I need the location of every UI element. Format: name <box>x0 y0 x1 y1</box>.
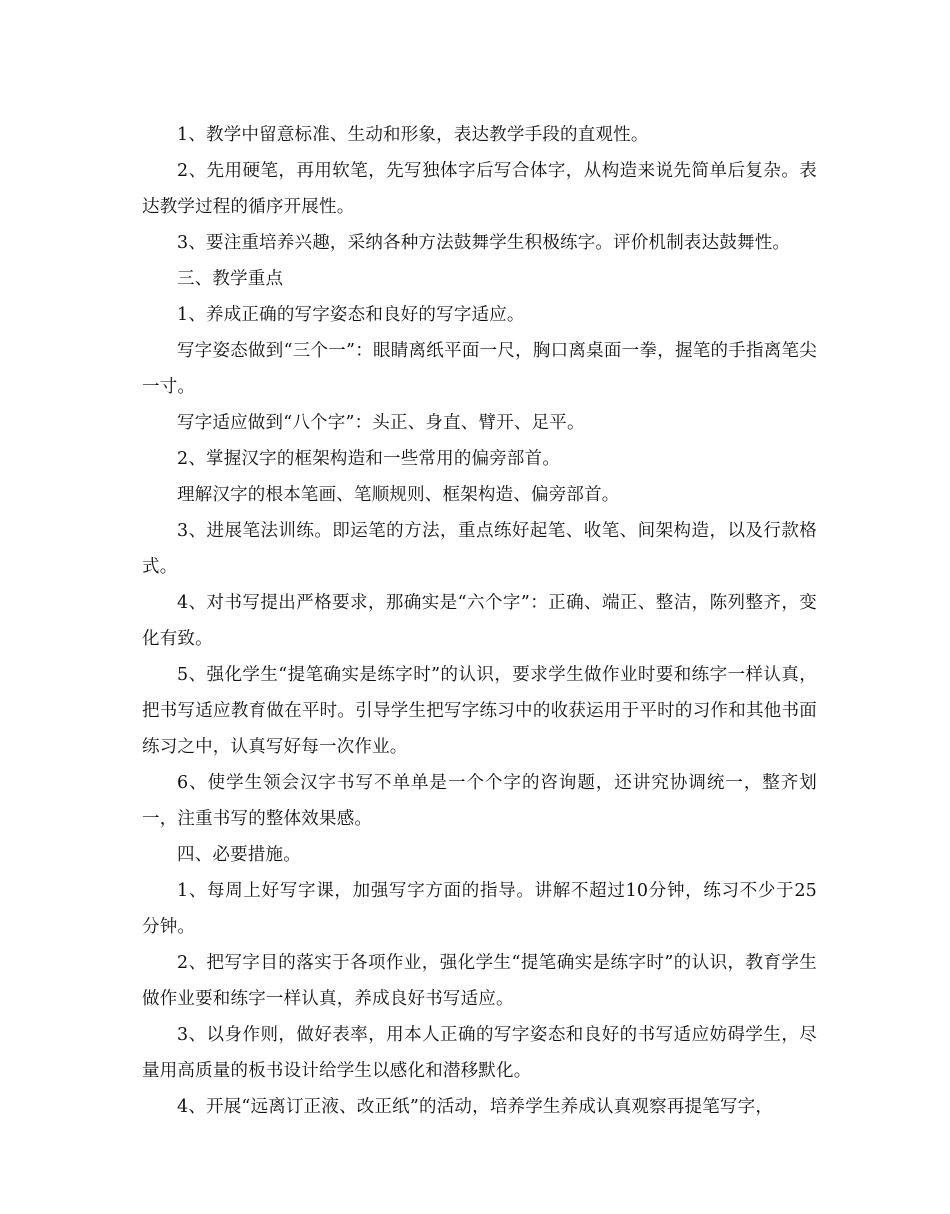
paragraph: 3、要注重培养兴趣，采纳各种方法鼓舞学生积极练字。评价机制表达鼓舞性。 <box>177 233 791 253</box>
paragraph: 1、每周上好写字课，加强写字方面的指导。讲解不超过10分钟，练习不少于25分钟。 <box>142 881 817 937</box>
section-heading: 四、必要措施。 <box>177 845 301 865</box>
paragraph: 2、先用硬笔，再用软笔，先写独体字后写合体字，从构造来说先简单后复杂。表达教学过程的循序开展性。 <box>142 161 817 217</box>
paragraph: 3、进展笔法训练。即运笔的方法，重点练好起笔、收笔、间架构造，以及行款格式。 <box>142 521 817 577</box>
section-heading: 三、教学重点 <box>177 269 284 289</box>
paragraph: 理解汉字的根本笔画、笔顺规则、框架构造、偏旁部首。 <box>177 485 620 505</box>
paragraph: 2、把写字目的落实于各项作业，强化学生“提笔确实是练字时”的认识，教育学生做作业要和练字一样认真，养成良好书写适应。 <box>142 953 817 1009</box>
document-body <box>142 117 817 1125</box>
paragraph: 4、对书写提出严格要求，那确实是“六个字”：正确、端正、整洁，陈列整齐，变化有致。 <box>142 593 817 649</box>
paragraph: 1、教学中留意标准、生动和形象，表达教学手段的直观性。 <box>177 125 649 145</box>
paragraph: 1、养成正确的写字姿态和良好的写字适应。 <box>177 305 525 325</box>
paragraph: 写字适应做到“八个字”：头正、身直、臂开、足平。 <box>177 413 585 433</box>
paragraph: 写字姿态做到“三个一”：眼睛离纸平面一尺，胸口离桌面一拳，握笔的手指离笔尖一寸。 <box>142 341 817 397</box>
paragraph: 2、掌握汉字的框架构造和一些常用的偏旁部首。 <box>177 449 561 469</box>
paragraph: 4、开展“远离订正液、改正纸”的活动，培养学生养成认真观察再提笔写字， <box>177 1097 774 1117</box>
paragraph: 5、强化学生“提笔确实是练字时”的认识，要求学生做作业时要和练字一样认真，把书写适应教育做在平时。引导学生把写字练习中的收获运用于平时的习作和其他书面练习之中，认真写好每一次作业。 <box>142 665 817 757</box>
paragraph: 3、以身作则，做好表率，用本人正确的写字姿态和良好的书写适应妨碍学生，尽量用高质量的板书设计给学生以感化和潜移默化。 <box>142 1025 817 1081</box>
paragraph: 6、使学生领会汉字书写不单单是一个个字的咨询题，还讲究协调统一，整齐划一，注重书写的整体效果感。 <box>142 773 817 829</box>
